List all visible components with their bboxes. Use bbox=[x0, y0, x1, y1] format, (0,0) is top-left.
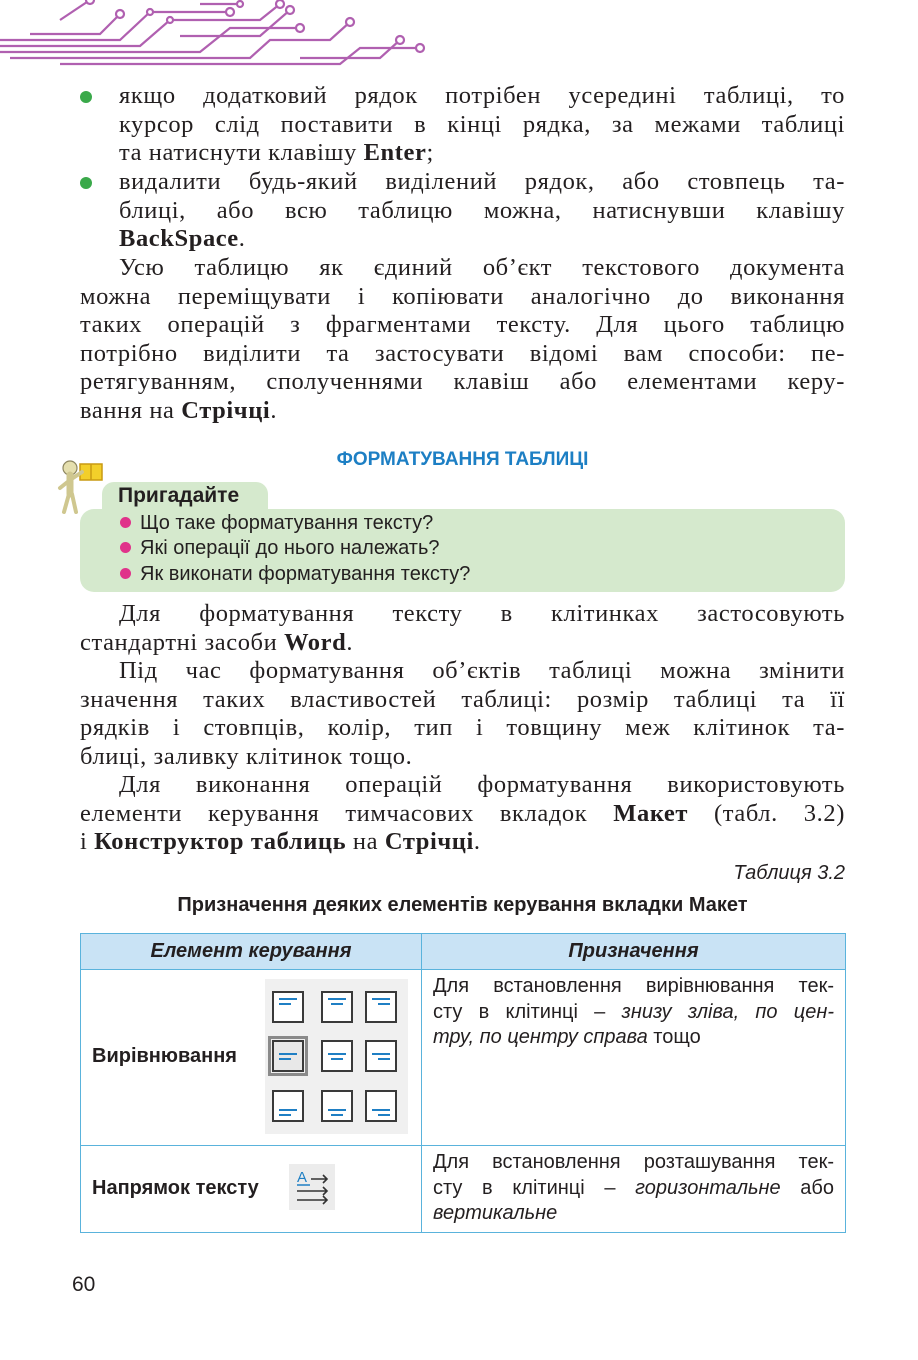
table-cell bbox=[422, 970, 846, 1146]
align-middle-center-icon bbox=[321, 1040, 353, 1072]
text-line: Для форматування тексту в клітинках застосовують bbox=[119, 600, 845, 627]
text-line: Для виконання операцій форматування використовують bbox=[119, 771, 845, 798]
align-bottom-right-icon bbox=[365, 1090, 397, 1122]
text-line: блиці, або всю таблицю можна, натиснувши клавішу bbox=[119, 196, 845, 224]
table-cell bbox=[422, 1146, 846, 1233]
text-line: потрібно виділити та застосувати відомі вам способи: пе- bbox=[80, 339, 845, 367]
table-header-cell: Призначення bbox=[422, 934, 846, 970]
text-line: вання на Стрічці. bbox=[80, 396, 278, 424]
text-line: можна переміщувати і копіювати аналогічно до виконання bbox=[80, 282, 845, 310]
text-line: і Конструктор таблиць на Стрічці. bbox=[80, 828, 481, 856]
text-line: та натиснути клавішу Enter; bbox=[119, 139, 434, 167]
text-direction-icon bbox=[289, 1164, 335, 1210]
page-number: 60 bbox=[72, 1273, 96, 1296]
align-middle-right-icon bbox=[365, 1040, 397, 1072]
remember-title: Пригадайте bbox=[118, 484, 240, 507]
align-top-center-icon bbox=[321, 991, 353, 1023]
controls-table bbox=[80, 933, 846, 1233]
cell-description: Для встановлення розташування тек- сту в клітинці – горизонтальне або вертикальне bbox=[433, 1151, 834, 1224]
remember-item: Які операції до нього належать? bbox=[120, 537, 440, 560]
pink-bullet-icon bbox=[120, 542, 131, 553]
paragraph-properties bbox=[80, 657, 845, 771]
bullet-item bbox=[119, 82, 845, 168]
table-header-cell: Елемент керування bbox=[81, 934, 422, 970]
align-buttons-icon bbox=[265, 979, 408, 1134]
section-heading: ФОРМАТУВАННЯ ТАБЛИЦІ bbox=[336, 449, 589, 470]
text-line: стандартні засоби Word. bbox=[80, 628, 354, 656]
text-line: ретягуванням, сполученнями клавіш або елементами керу- bbox=[80, 368, 845, 396]
align-middle-left-icon bbox=[272, 1040, 304, 1072]
text-line: блиці, заливку клітинок тощо. bbox=[80, 742, 413, 770]
align-top-left-icon bbox=[272, 991, 304, 1023]
table-header-row bbox=[81, 934, 846, 970]
paragraph-move-copy bbox=[80, 254, 845, 426]
align-bottom-left-icon bbox=[272, 1090, 304, 1122]
bullet-dot bbox=[80, 177, 92, 189]
remember-item: Що таке форматування тексту? bbox=[120, 512, 433, 535]
svg-text:A: A bbox=[297, 1169, 308, 1186]
circuit-decoration bbox=[0, 0, 430, 70]
table-cell bbox=[81, 970, 422, 1146]
text-line: рядків і стовпців, колір, тип і товщину меж клітинок та- bbox=[80, 714, 845, 742]
text-line: BackSpace. bbox=[119, 225, 246, 253]
row-label: Напрямок тексту bbox=[92, 1177, 259, 1199]
bullet-item bbox=[119, 168, 845, 254]
table-row bbox=[81, 1146, 846, 1233]
table-number: Таблиця 3.2 bbox=[733, 862, 845, 884]
pink-bullet-icon bbox=[120, 568, 131, 579]
text-line: якщо додатковий рядок потрібен усередині таблиці, то bbox=[119, 82, 845, 109]
remember-item: Як виконати форматування тексту? bbox=[120, 563, 470, 586]
reading-figure-icon bbox=[54, 458, 104, 514]
paragraph-format-word bbox=[80, 600, 845, 657]
table-cell bbox=[81, 1146, 422, 1233]
text-line: Під час форматування об’єктів таблиці можна змінити bbox=[119, 657, 845, 684]
text-line: таких операцій з фрагментами тексту. Для цього таблицю bbox=[80, 311, 845, 339]
align-bottom-center-icon bbox=[321, 1090, 353, 1122]
table-row bbox=[81, 970, 846, 1146]
text-line: курсор слід поставити в кінці рядка, за межами таблиці bbox=[119, 110, 845, 138]
text-line: видалити будь-який виділений рядок, або стовпець та- bbox=[119, 168, 845, 195]
pink-bullet-icon bbox=[120, 517, 131, 528]
paragraph-tabs bbox=[80, 771, 845, 857]
text-line: значення таких властивостей таблиці: розмір таблиці та її bbox=[80, 685, 845, 713]
text-line: елементи керування тимчасових вкладок Макет (табл. 3.2) bbox=[80, 799, 845, 827]
table-title: Призначення деяких елементів керування вкладки Макет bbox=[177, 894, 748, 916]
align-top-right-icon bbox=[365, 991, 397, 1023]
bullet-dot bbox=[80, 91, 92, 103]
cell-description: Для встановлення вирівнювання тек- сту в клітинці – знизу зліва, по цен- тру, по центру справа тощо bbox=[433, 975, 834, 1048]
text-line: Усю таблицю як єдиний об’єкт текстового документа bbox=[119, 254, 845, 281]
row-label: Вирівнювання bbox=[92, 1045, 237, 1067]
